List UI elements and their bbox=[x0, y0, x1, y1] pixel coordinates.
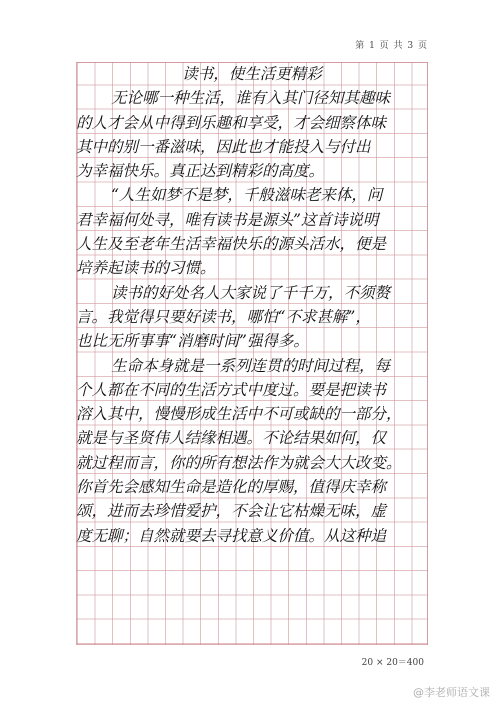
essay-line: 培养起读书的习惯。 bbox=[76, 259, 216, 278]
essay-line: 生命本身就是一系列连贯的时间过程，每 bbox=[111, 356, 391, 375]
essay-line: 为幸福快乐。真正达到精彩的高度。 bbox=[76, 162, 325, 181]
essay-line: 人生及至老年生活幸福快乐的源头活水，便是 bbox=[76, 235, 387, 254]
essay-line: 其中的别一番滋味，因此也才能投入与付出 bbox=[76, 137, 371, 156]
essay-line: 颂，进而去珍惜爱护，不会让它枯燥无味，虚 bbox=[76, 502, 387, 521]
essay-line: 言。我觉得只要好读书，哪怕“不求甚解”， bbox=[76, 307, 371, 326]
essay-line: 读书的好处名人大家说了千千万，不须赘 bbox=[111, 283, 391, 302]
essay-line: 君幸福何处寻，唯有读书是源头”这首诗说明 bbox=[76, 210, 379, 229]
grid-count-footer: 20 × 20＝400 bbox=[361, 658, 424, 668]
essay-line: 无论哪一种生活，谁有入其门径知其趣味 bbox=[111, 89, 391, 108]
essay-line: 就过程而言，你的所有想法作为就会大大改变。 bbox=[76, 453, 402, 472]
essay-line: “人生如梦不是梦，千般滋味老来体，问 bbox=[111, 186, 383, 205]
essay-line: 的人才会从中得到乐趣和享受，才会细察体味 bbox=[76, 113, 387, 132]
essay-content bbox=[76, 62, 428, 645]
essay-line: 就是与圣贤伟人结缘相遇。不论结果如何，仅 bbox=[76, 429, 387, 448]
page-number: 第 1 页 共 3 页 bbox=[355, 41, 428, 51]
watermark-text: @李老师语文课 bbox=[413, 686, 490, 699]
essay-line: 你首先会感知生命是造化的厚赐，值得庆幸称 bbox=[76, 477, 387, 496]
essay-line: 度无聊；自然就要去寻找意义价值。从这种追 bbox=[76, 526, 387, 545]
essay-line: 溶入其中，慢慢形成生活中不可或缺的一部分， bbox=[76, 405, 402, 424]
essay-title: 读书，使生活更精彩 bbox=[182, 65, 322, 83]
essay-line: 个人都在不同的生活方式中度过。要是把读书 bbox=[76, 380, 387, 399]
essay-line: 也比无所事事“消磨时间”强得多。 bbox=[76, 332, 309, 351]
